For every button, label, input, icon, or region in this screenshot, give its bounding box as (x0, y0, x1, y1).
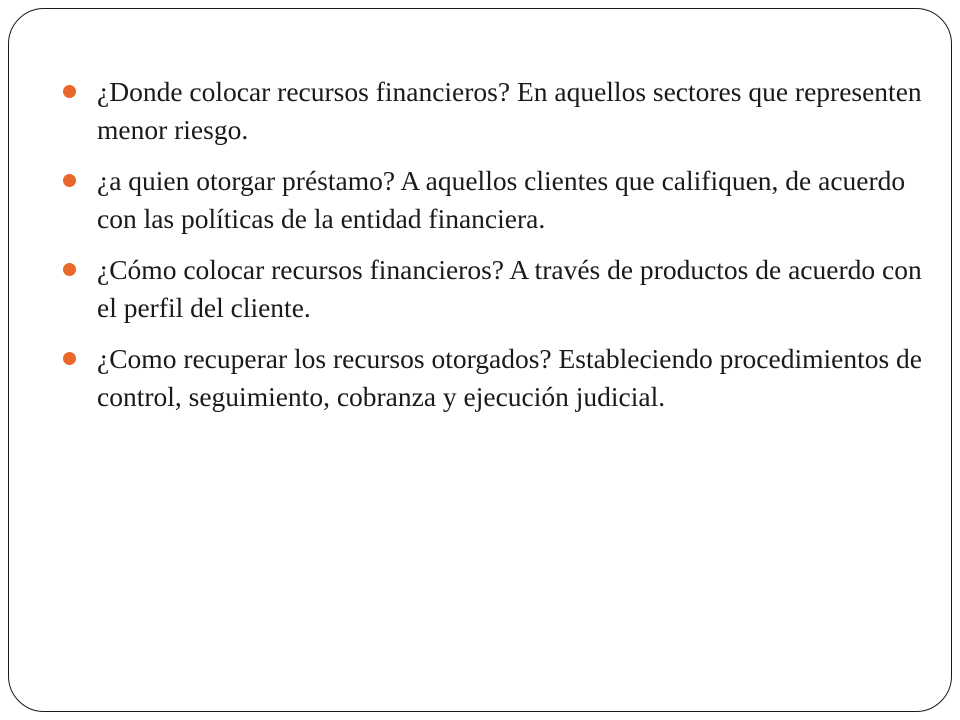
bullet-answer: A través de productos de acuerdo con el perfil del cliente. (97, 254, 922, 323)
bullet-question: ¿a quien otorgar préstamo? (97, 165, 396, 196)
bullet-dot-icon (63, 174, 76, 187)
bullet-answer: Estableciendo procedimientos de control, seguimiento, cobranza y ejecución judicial. (97, 343, 922, 412)
bullet-dot-icon (63, 85, 76, 98)
bullet-dot-icon (63, 263, 76, 276)
slide-frame (8, 8, 952, 712)
bullet-item (63, 162, 923, 238)
bullet-answer: A aquellos clientes que califiquen, de acuerdo con las políticas de la entidad financiera. (97, 165, 906, 234)
bullet-list (63, 73, 923, 429)
bullet-question: ¿Cómo colocar recursos financieros? (97, 254, 504, 285)
bullet-question: ¿Donde colocar recursos financieros? (97, 76, 511, 107)
bullet-item (63, 73, 923, 149)
bullet-item (63, 251, 923, 327)
bullet-dot-icon (63, 352, 76, 365)
bullet-answer: En aquellos sectores que representen menor riesgo. (97, 76, 922, 145)
bullet-question: ¿Como recuperar los recursos otorgados? (97, 343, 552, 374)
bullet-item (63, 340, 923, 416)
